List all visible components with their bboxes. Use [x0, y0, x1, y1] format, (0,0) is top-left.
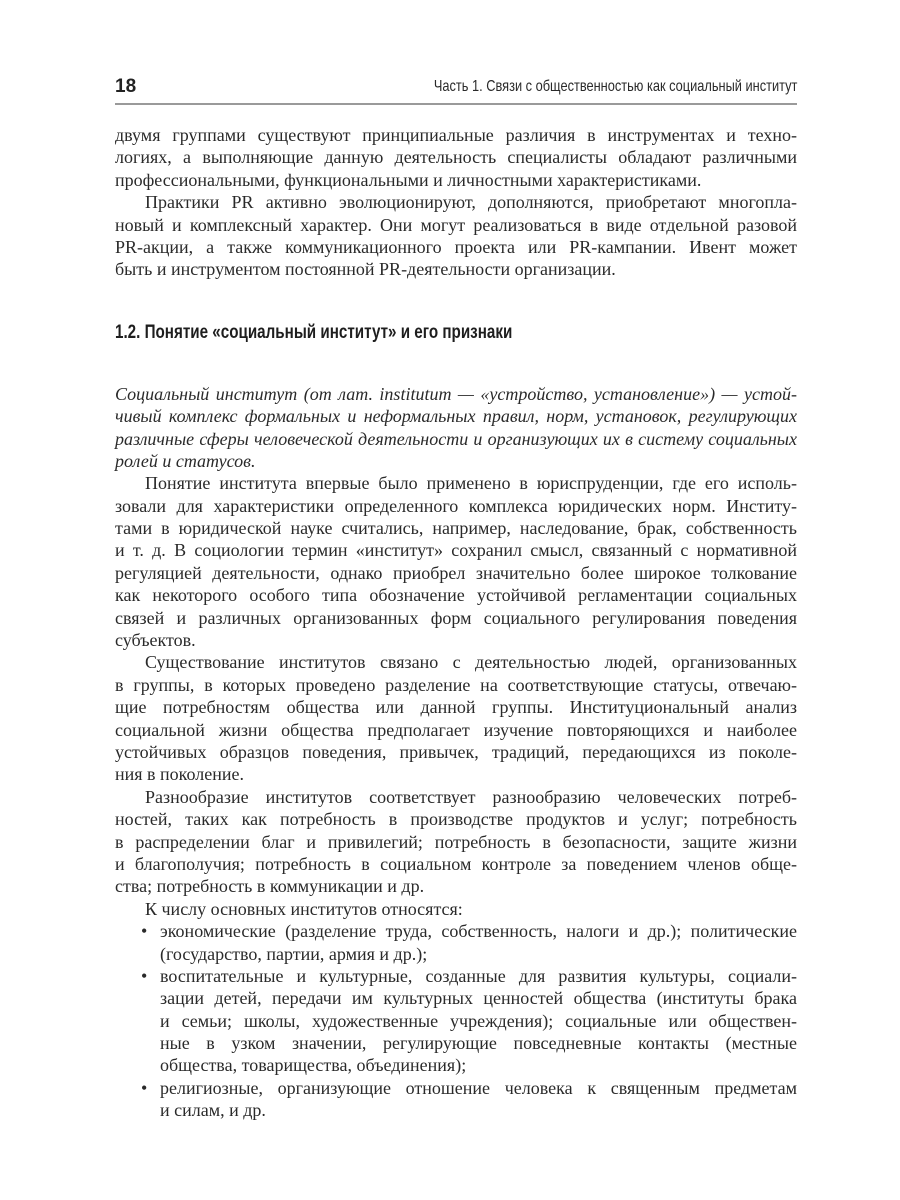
text-line: Социальный институт (от лат. institutum — «устройство, установление») — устой- [115, 383, 797, 404]
page-body [115, 124, 797, 1122]
text-line: чивый комплекс формальных и неформальных правил, норм, установок, регулирующих [115, 406, 797, 427]
text-line: зовали для характеристики определенного комплекса юридических норм. Институ- [115, 495, 797, 516]
text-line: и силам, и др. [160, 1100, 266, 1121]
section-heading: 1.2. Понятие «социальный институт» и его признаки [115, 321, 513, 343]
bullet-icon: • [141, 921, 148, 942]
text-line: субъектов. [115, 630, 196, 651]
text-line: профессиональными, функциональными и личностными характеристиками. [115, 169, 702, 190]
text-line: тами в юридической науке считались, например, наследование, брак, собственность [115, 518, 797, 539]
text-line: логиях, а выполняющие данную деятельность специалисты обладают различными [115, 147, 797, 168]
paragraph [115, 472, 797, 651]
text-line: ностей, таких как потребность в производстве продуктов и услуг; потребность [115, 809, 797, 830]
text-line: общества, товарищества, объединения); [160, 1055, 467, 1076]
text-line: зации детей, передачи им культурных ценностей общества (институты брака [160, 988, 797, 1009]
bullet-icon: • [141, 965, 148, 986]
text-line: быть и инструментом постоянной PR-деятельности организации. [115, 259, 616, 280]
text-line: новый и комплексный характер. Они могут реализоваться в виде отдельной разовой [115, 214, 797, 235]
text-line: воспитательные и культурные, созданные для развития культуры, социали- [160, 965, 797, 986]
text-line: Существование институтов связано с деятельностью людей, организованных [145, 652, 797, 673]
text-line: религиозные, организующие отношение человека к священным предметам [160, 1077, 797, 1098]
paragraph [115, 124, 797, 191]
text-line: в распределении благ и привилегий; потребность в безопасности, защите жизни [115, 831, 797, 852]
list-item [115, 1077, 797, 1122]
text-line: регуляцией деятельности, однако приобрел значительно более широкое толкование [115, 562, 797, 583]
text-line: связей и различных организованных форм социального регулирования поведения [115, 607, 797, 628]
text-line: в группы, в которых проведено разделение на соответствующие статусы, отвечаю- [115, 674, 797, 695]
text-line: PR-акции, а также коммуникационного проекта или PR-кампании. Ивент может [115, 236, 797, 257]
text-line: щие потребностям общества или данной группы. Институциональный анализ [115, 697, 797, 718]
list-item [115, 920, 797, 965]
text-line: Понятие института впервые было применено в юриспруденции, где его исполь- [145, 473, 797, 494]
definition-paragraph [115, 383, 797, 473]
text-line: ства; потребность в коммуникации и др. [115, 876, 425, 897]
text-line: и семьи; школы, художественные учреждения); социальные или обществен- [160, 1010, 797, 1031]
text-line: и благополучия; потребность в социальном контроле за поведением членов обще- [115, 853, 797, 874]
text-line: Разнообразие институтов соответствует разнообразию человеческих потреб- [145, 786, 797, 807]
paragraph [115, 786, 797, 898]
text-line: К числу основных институтов относятся: [145, 898, 463, 919]
running-title: Часть 1. Связи с общественностью как социальный институт [433, 78, 797, 95]
paragraph [115, 191, 797, 281]
text-line: ния в поколение. [115, 764, 244, 785]
bullet-icon: • [141, 1077, 148, 1098]
text-line: Практики PR активно эволюционируют, дополняются, приобретают многопла- [145, 192, 797, 213]
text-line: и т. д. В социологии термин «институт» сохранил смысл, связанный с нормативной [115, 540, 797, 561]
text-line: устойчивых образцов поведения, привычек, традиций, передающихся из поколе- [115, 741, 797, 762]
text-line: двумя группами существуют принципиальные различия в инструментах и техно- [115, 125, 797, 145]
text-line: различные сферы человеческой деятельности и организующих их в систему социальных [115, 428, 797, 449]
page-number: 18 [115, 76, 137, 97]
paragraph [115, 651, 797, 785]
text-line: (государство, партии, армия и др.); [160, 943, 428, 964]
text-line: экономические (разделение труда, собственность, налоги и др.); политические [160, 921, 797, 942]
text-line: социальной жизни общества предполагает изучение повторяющихся и наиболее [115, 719, 797, 740]
list-item [115, 965, 797, 1077]
page-header [115, 76, 797, 105]
paragraph [115, 898, 797, 920]
text-line: ные в узком значении, регулирующие повседневные контакты (местные [160, 1033, 797, 1054]
text-line: ролей и статусов. [115, 450, 256, 471]
text-line: как некоторого особого типа обозначение устойчивой регламентации социальных [115, 585, 797, 606]
